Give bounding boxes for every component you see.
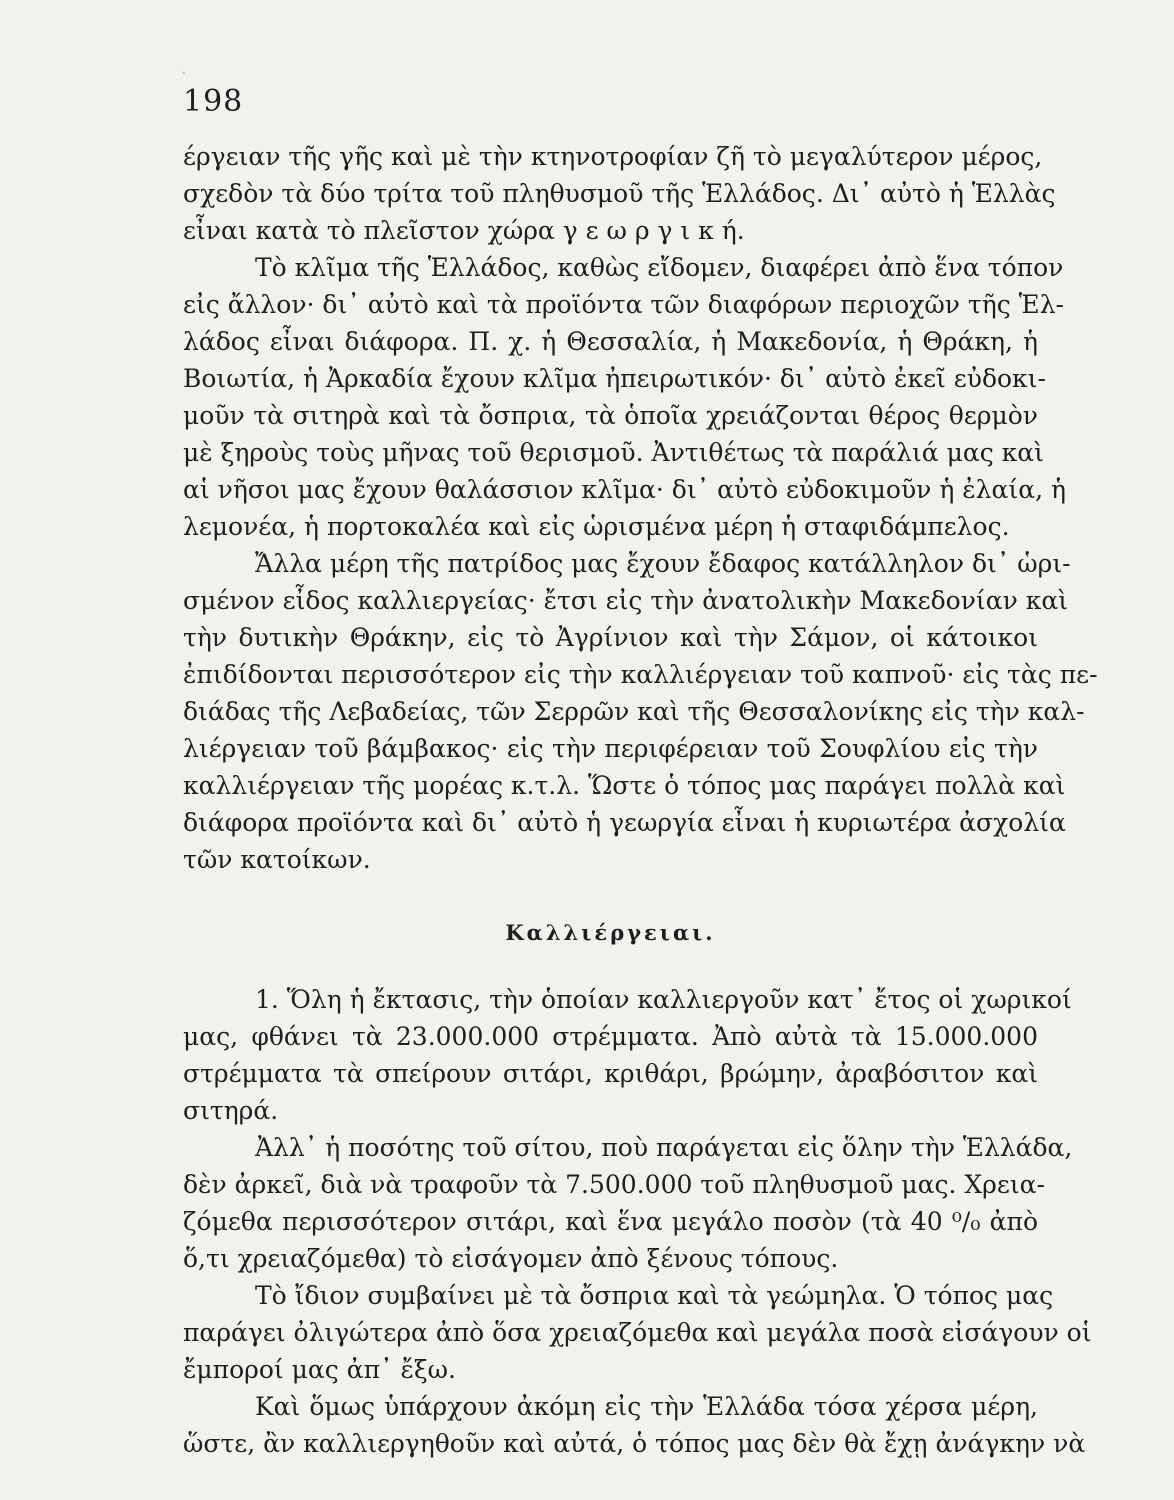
page-number: 198 [183, 84, 244, 119]
text-line: διάδας τῆς Λεβαδείας, τῶν Σερρῶν καὶ τῆς Θεσσαλονίκης εἰς τὴν καλ- [183, 697, 1085, 726]
text-line: εἰς ἄλλον· δι᾽ αὐτὸ καὶ τὰ προϊόντα τῶν διαφόρων περιοχῶν τῆς Ἑλ- [183, 290, 1065, 319]
text-line: τὴν δυτικὴν Θράκην, εἰς τὸ Ἀγρίνιον καὶ τὴν Σάμον, οἱ κάτοικοι [183, 623, 1038, 652]
text-line: ζόμεθα περισσότερον σιτάρι, καὶ ἕνα μεγάλο ποσὸν (τὰ 40 ⁰/₀ ἀπὸ [183, 1207, 1038, 1236]
paragraph [183, 138, 1056, 249]
text-line: Ἀλλ᾽ ἡ ποσότης τοῦ σίτου, ποὺ παράγεται εἰς ὅλην τὴν Ἑλλάδα, [255, 1133, 1073, 1162]
paragraph [183, 1277, 1092, 1388]
text-line: 1. Ὅλη ἡ ἔκτασις, τὴν ὁποίαν καλλιεργοῦν κατ᾽ ἔτος οἱ χωρικοί [255, 985, 1072, 1014]
text-line: στρέμματα τὰ σπείρουν σιτάρι, κριθάρι, βρώμην, ἀραβόσιτον καὶ [183, 1059, 1038, 1088]
text-line: ἔμποροί μας ἀπ᾽ ἔξω. [183, 1355, 456, 1384]
text-line: μοῦν τὰ σιτηρὰ καὶ τὰ ὄσπρια, τὰ ὁποῖα χρειάζονται θέρος θερμὸν [183, 401, 1038, 430]
text-line: μας, φθάνει τὰ 23.000.000 στρέμματα. Ἀπὸ αὐτὰ τὰ 15.000.000 [183, 1022, 1038, 1051]
text-line: Βοιωτία, ἡ Ἀρκαδία ἔχουν κλῖμα ἠπειρωτικόν· δι᾽ αὐτὸ ἐκεῖ εὐδοκι- [183, 364, 1046, 393]
text-line: παράγει ὀλιγώτερα ἀπὸ ὅσα χρειαζόμεθα καὶ μεγάλα ποσὰ εἰσάγουν οἱ [183, 1318, 1092, 1347]
text-line: σχεδὸν τὰ δύο τρίτα τοῦ πληθυσμοῦ τῆς Ἑλλάδος. Δι᾽ αὐτὸ ἡ Ἑλλὰς [183, 179, 1056, 208]
section-heading: Καλλιέργειαι. [505, 920, 716, 945]
text-line: λεμονέα, ἡ πορτοκαλέα καὶ εἰς ὡρισμένα μέρη ἡ σταφιδάμπελος. [183, 512, 1010, 541]
text-line: αἱ νῆσοι μας ἔχουν θαλάσσιον κλῖμα· δι᾽ αὐτὸ εὐδοκιμοῦν ἡ ἐλαία, ἡ [183, 475, 1066, 504]
text-line: ἐπιδίδονται περισσότερον εἰς τὴν καλλιέργειαν τοῦ καπνοῦ· εἰς τὰς πε- [183, 660, 1098, 689]
paragraph [183, 1388, 1086, 1462]
paragraph [183, 981, 1072, 1129]
paragraph [183, 1129, 1073, 1277]
text-line: έργειαν τῆς γῆς καὶ μὲ τὴν κτηνοτροφίαν ζῆ τὸ μεγαλύτερον μέρος, [183, 142, 1043, 171]
text-line: δὲν ἀρκεῖ, διὰ νὰ τραφοῦν τὰ 7.500.000 τοῦ πληθυσμοῦ μας. Χρεια- [183, 1170, 1045, 1199]
paragraph [183, 249, 1066, 545]
show-through: · [180, 60, 188, 85]
text-line: λιέργειαν τοῦ βάμβακος· εἰς τὴν περιφέρειαν τοῦ Σουφλίου εἰς τὴν [183, 734, 1038, 763]
text-line: σιτηρά. [183, 1096, 279, 1125]
text-line: σμένον εἶδος καλλιεργείας· ἔτσι εἰς τὴν ἀνατολικὴν Μακεδονίαν καὶ [183, 586, 1069, 615]
text-line: μὲ ξηροὺς τοὺς μῆνας τοῦ θερισμοῦ. Ἀντιθέτως τὰ παράλιά μας καὶ [183, 438, 1044, 467]
text-line: ὅ,τι χρειαζόμεθα) τὸ εἰσάγομεν ἀπὸ ξένους τόπους. [183, 1244, 839, 1273]
text-line: Τὸ κλῖμα τῆς Ἑλλάδος, καθὼς εἴδομεν, διαφέρει ἀπὸ ἕνα τόπον [255, 253, 1064, 282]
text-line: ὥστε, ἂν καλλιεργηθοῦν καὶ αὐτά, ὁ τόπος μας δὲν θὰ ἔχῃ ἀνάγκην νὰ [183, 1429, 1086, 1458]
text-line: εἶναι κατὰ τὸ πλεῖστον χώρα γ ε ω ρ γ ι κ ή. [183, 216, 745, 245]
text-line: Τὸ ἴδιον συμβαίνει μὲ τὰ ὄσπρια καὶ τὰ γεώμηλα. Ὁ τόπος μας [255, 1281, 1054, 1310]
text-line: διάφορα προϊόντα καὶ δι᾽ αὐτὸ ἡ γεωργία εἶναι ἡ κυριωτέρα ἀσχολία [183, 808, 1066, 837]
text-line: καλλιέργειαν τῆς μορέας κ.τ.λ. Ὥστε ὁ τόπος μας παράγει πολλὰ καὶ [183, 771, 1066, 800]
text-line: Ἄλλα μέρη τῆς πατρίδος μας ἔχουν ἔδαφος κατάλληλον δι᾽ ὡρι- [255, 549, 1071, 578]
text-line: Καὶ ὅμως ὑπάρχουν ἀκόμη εἰς τὴν Ἑλλάδα τόσα χέρσα μέρη, [255, 1392, 1038, 1421]
text-line: λάδος εἶναι διάφορα. Π. χ. ἡ Θεσσαλία, ἡ Μακεδονία, ἡ Θράκη, ἡ [183, 327, 1038, 356]
body-text [183, 138, 1098, 1462]
paragraph [183, 545, 1098, 878]
text-line: τῶν κατοίκων. [183, 845, 371, 874]
